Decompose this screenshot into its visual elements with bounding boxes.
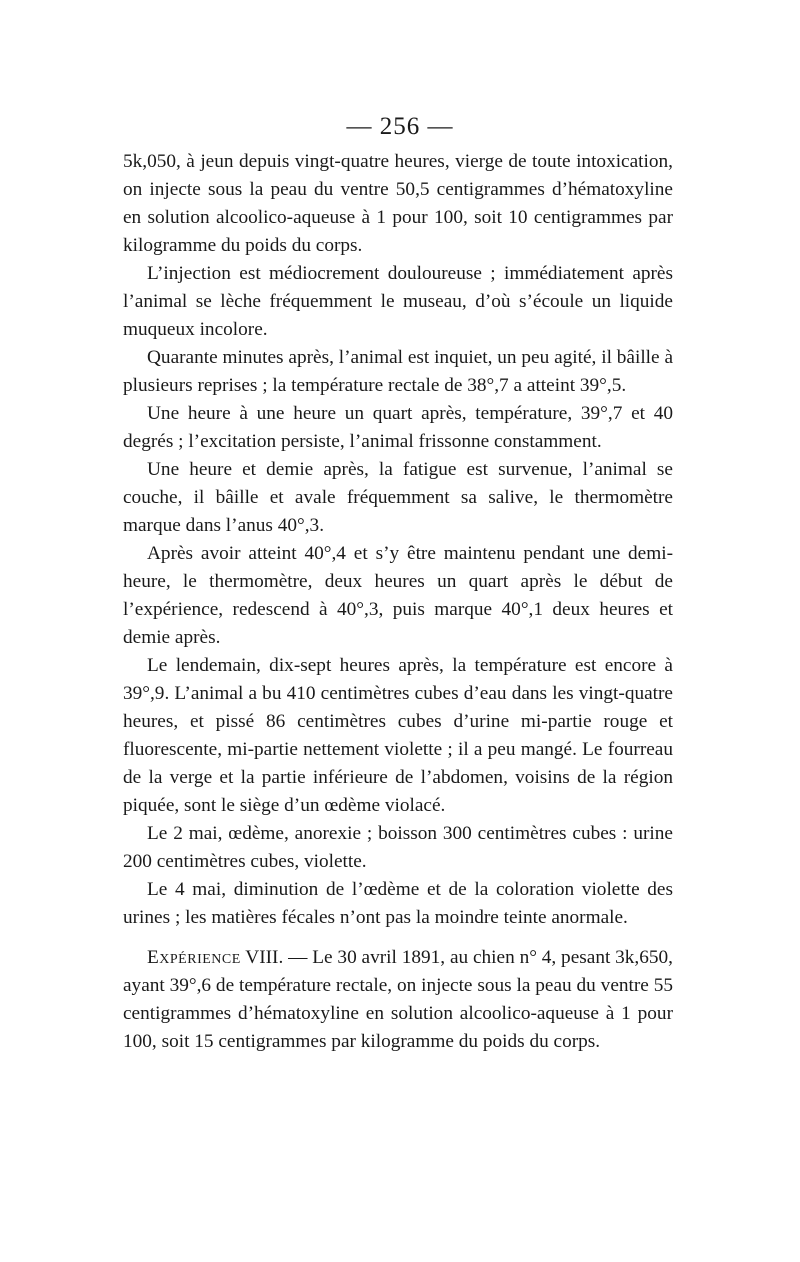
experiment-number: VIII.	[245, 947, 284, 968]
experiment-text: — Le 30 avril 1891, au chien n° 4, pesant 3k,650, ayant 39°,6 de température rectale, on injecte sous la peau du ventre 55 centigrammes d’hématoxyline en solution alcoolico-aqueuse à 1 pour 100, soit 15 centigrammes par kilogramme du poids du corps.	[123, 947, 673, 1052]
paragraph-may-4: Le 4 mai, diminution de l’œdème et de la coloration violette des urines ; les matières fécales n’ont pas la moindre teinte anormale.	[123, 879, 673, 928]
paragraph-next-day: Le lendemain, dix-sept heures après, la température est encore à 39°,9. L’animal a bu 410 centimètres cubes d’eau dans les vingt-quatre heures, et pissé 86 centimètres cubes d’urine mi-partie rouge et fluorescente, mi-partie nettement violette ; il a peu mangé. Le fourreau de la verge et la partie inférieure de l’abdomen, voisins de la région piquée, sont le siège d’un œdème violacé.	[123, 655, 673, 816]
paragraph-injection: L’injection est médiocrement douloureuse ; immédiatement après l’animal se lèche fréquemment le museau, d’où s’écoule un liquide muqueux incolore.	[123, 263, 673, 340]
page-number: — 256 —	[346, 113, 454, 140]
paragraph-one-hour-half: Une heure et demie après, la fatigue est survenue, l’animal se couche, il bâille et avale fréquemment sa salive, le thermomètre marque dans l’anus 40°,3.	[123, 459, 673, 536]
paragraph-continuation: 5k,050, à jeun depuis vingt-quatre heures, vierge de toute intoxication, on injecte sous la peau du ventre 50,5 centigrammes d’hématoxyline en solution alcoolico-aqueuse à 1 pour 100, soit 10 centigrammes par kilogramme du poids du corps.	[123, 151, 673, 256]
paragraph-after-peak: Après avoir atteint 40°,4 et s’y être maintenu pendant une demi-heure, le thermomètre, deux heures un quart après le début de l’expérience, redescend à 40°,3, puis marque 40°,1 deux heures et demie après.	[123, 543, 673, 648]
experiment-label: Expérience	[147, 947, 241, 968]
paragraph-experiment-viii	[123, 944, 673, 1056]
paragraph-forty-minutes: Quarante minutes après, l’animal est inquiet, un peu agité, il bâille à plusieurs reprises ; la température rectale de 38°,7 a atteint 39°,5.	[123, 347, 673, 396]
body-text	[123, 148, 673, 1056]
paragraph-one-hour: Une heure à une heure un quart après, température, 39°,7 et 40 degrés ; l’excitation persiste, l’animal frissonne constamment.	[123, 403, 673, 452]
paragraph-may-2: Le 2 mai, œdème, anorexie ; boisson 300 centimètres cubes : urine 200 centimètres cubes, violette.	[123, 823, 673, 872]
